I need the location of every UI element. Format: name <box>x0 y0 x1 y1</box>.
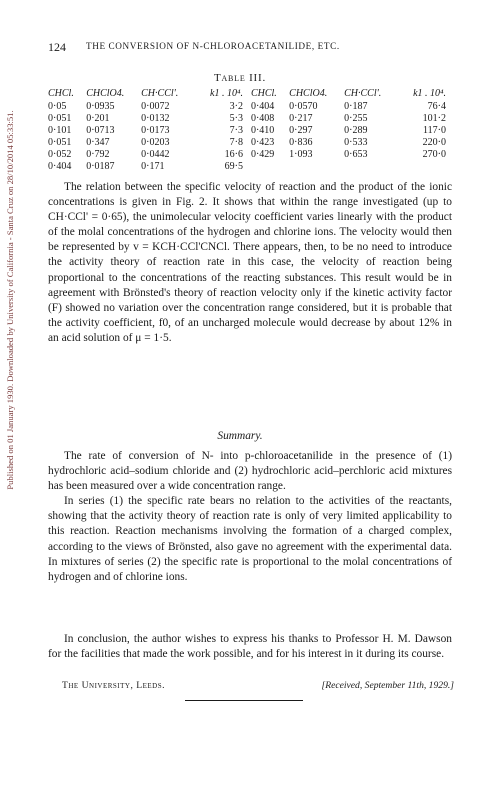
table-cell: 0·289 <box>344 125 368 136</box>
acknowledgement-section <box>48 632 452 662</box>
table-cell: 5·3 <box>229 113 243 124</box>
table-row <box>48 161 454 173</box>
table-cell: 220·0 <box>422 137 446 148</box>
column-header: CHClO4. <box>86 88 125 99</box>
table-cell: 0·217 <box>289 113 313 124</box>
table-cell: 16·6 <box>224 149 243 160</box>
summary-heading: Summary. <box>217 430 263 442</box>
acknowledgement-paragraph: In conclusion, the author wishes to express his thanks to Professor H. M. Dawson for the facilities that made the work possible, and for his interest in it during its course. <box>48 633 452 661</box>
discussion-paragraph <box>48 180 452 346</box>
affiliation: The University, Leeds. <box>62 680 166 691</box>
table-cell: 0·052 <box>48 149 72 160</box>
table-cell: 0·051 <box>48 137 72 148</box>
table-cell: 0·0713 <box>86 125 115 136</box>
table-cell: 0·533 <box>344 137 368 148</box>
table-cell: 0·836 <box>289 137 313 148</box>
table-row <box>48 113 454 125</box>
table-cell: 0·187 <box>344 101 368 112</box>
table-cell <box>289 161 344 173</box>
table-cell: 0·423 <box>250 137 275 148</box>
summary-section <box>48 449 452 585</box>
table-cell: 0·404 <box>48 161 72 172</box>
table-cell: 0·051 <box>48 113 72 124</box>
summary-paragraph-1: The rate of conversion of N- into p-chloroacetanilide in the presence of (1) hydrochloric acid–sodium chloride and (2) hydrochloric acid–perchloric acid mixtures has been measured over a wide concentration range. <box>48 450 452 493</box>
column-header: k1 . 10⁴. <box>413 88 446 99</box>
column-header: CHClO4. <box>289 88 328 99</box>
table-cell: 101·2 <box>422 113 446 124</box>
table-cell: 0·297 <box>289 125 313 136</box>
table-cell: 0·0442 <box>141 149 170 160</box>
download-notice-text: Published on 01 January 1930. Downloaded by University of California - Santa Cruz on 28/10/2014 05:33:51. <box>5 110 15 490</box>
table-cell: 0·255 <box>344 113 368 124</box>
running-head: THE CONVERSION OF N-CHLOROACETANILIDE, ETC. <box>86 41 340 51</box>
column-header: CHCl. <box>250 88 277 99</box>
table-cell: 3·2 <box>229 101 243 112</box>
received-date: [Received, September 11th, 1929.] <box>321 680 454 691</box>
table-cell: 0·410 <box>250 125 275 136</box>
table-cell: 69·5 <box>224 161 243 172</box>
table-cell: 76·4 <box>427 101 446 112</box>
end-rule <box>185 700 303 701</box>
table-cell: 0·408 <box>250 113 275 124</box>
table-cell <box>398 161 454 173</box>
data-table <box>48 88 454 173</box>
table-cell: 0·05 <box>48 101 67 112</box>
table-cell: 0·171 <box>141 161 165 172</box>
table-cell: 7·3 <box>229 125 243 136</box>
table-cell: 117·0 <box>423 125 446 136</box>
table-cell: 0·792 <box>86 149 110 160</box>
table-header-row <box>48 88 454 101</box>
table-cell: 0·0203 <box>141 137 170 148</box>
table-cell: 0·0173 <box>141 125 170 136</box>
table-cell <box>344 161 398 173</box>
table-cell: 0·429 <box>250 149 275 160</box>
table-cell: 0·404 <box>250 101 275 112</box>
column-header: CH·CCl'. <box>344 88 382 99</box>
paragraph-text: The relation between the specific velocity of reaction and the product of the ionic concentrations is given in Fig. 2. It shows that within the range investigated (up to CH·CCl' = 0·65), the unimolecular velocity coefficient varies linearly with the product of the molal concentrations of the hydrogen and chlorine ions. The velocity would then be represented by v = KCH·CCl'CNCl. There appears, then, to be no need to introduce the activity theory of reaction rate in this case, the velocity of reaction being proportional to the concentrations of the reacting substances. This result would be in agreement with Brönsted's theory of reaction velocity only if the kinetic activity factor (F) showed no variation over the concentration range considered, but it is probable that the activity coefficient, f0, of an uncharged molecule would decrease by about 12% in an acid solution of μ = 1·5. <box>48 181 452 344</box>
table-cell: 0·653 <box>344 149 368 160</box>
table-title: Table III. <box>213 72 267 84</box>
table-cell: 0·101 <box>48 125 72 136</box>
table-cell: 0·201 <box>86 113 110 124</box>
table-cell: 0·0187 <box>86 161 115 172</box>
table-row <box>48 137 454 149</box>
table-row <box>48 125 454 137</box>
column-header: k1 . 10⁴. <box>210 88 243 99</box>
table-cell: 1·093 <box>289 149 313 160</box>
table-cell: 0·347 <box>86 137 110 148</box>
column-header: CHCl. <box>48 88 74 99</box>
table-cell <box>251 161 289 173</box>
table-row <box>48 101 454 113</box>
summary-paragraph-2: In series (1) the specific rate bears no relation to the activities of the reactants, showing that the activity theory of reaction rate is only of very limited applicability to this reaction. Reaction mechanisms involving the formation of a charged complex, according to the views of Brönsted, also gave no agreement with the experimental data. In mixtures of series (2) the specific rate is proportional to the molal concentrations of hydrogen and of chlorine ions. <box>48 495 452 583</box>
table-cell: 0·0072 <box>141 101 170 112</box>
table-cell: 0·0935 <box>86 101 115 112</box>
column-header: CH·CCl'. <box>141 88 179 99</box>
table-cell: 7·8 <box>229 137 243 148</box>
download-notice <box>3 20 17 580</box>
table-cell: 0·0132 <box>141 113 170 124</box>
affiliation-line <box>62 680 454 692</box>
page-number: 124 <box>48 40 66 54</box>
table-cell: 0·0570 <box>289 101 318 112</box>
table-cell: 270·0 <box>422 149 446 160</box>
table-row <box>48 149 454 161</box>
